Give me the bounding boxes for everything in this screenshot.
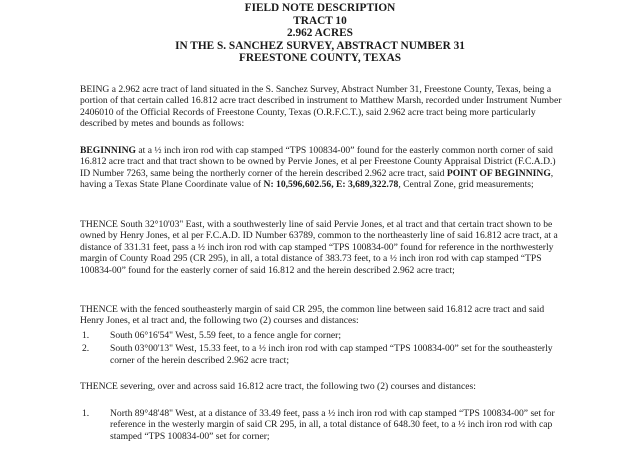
- beginning-coordinates: N: 10,596,602.56, E: 3,689,322.78: [263, 179, 399, 191]
- intro-paragraph: BEING a 2.962 acre tract of land situated in the S. Sanchez Survey, Abstract Number 31, Freestone County, Texas, being a portion of that certain called 16.812 acre tract described in instrument to Matthew Marsh, recorded under Instrument Number 2406010 of the Official Records of Freestone County, Texas (O.R.F.C.T.), said 2.962 acre tract being more particularly described by metes and bounds as follows:: [80, 84, 562, 130]
- courses-list-1: [80, 330, 568, 368]
- courses-list-2: [80, 408, 568, 444]
- document-header: [80, 0, 560, 65]
- header-survey: IN THE S. SANCHEZ SURVEY, ABSTRACT NUMBER 31: [175, 39, 465, 52]
- header-title: FIELD NOTE DESCRIPTION: [244, 2, 396, 14]
- list-item-text: South 06°16'54" West, 5.59 feet, to a fence angle for corner;: [110, 330, 341, 341]
- list-item-number: 1.: [82, 408, 90, 419]
- beginning-paragraph: [80, 145, 568, 191]
- list-item-text: North 89°48'48" West, at a distance of 33.49 feet, pass a ½ inch iron rod with cap stamped “TPS 100834-00” set for reference in the westerly margin of said CR 295, in all, a total distance of 648.30 feet, to a ½ inch iron rod with cap stamped “TPS 100834-00” set for corner;: [110, 408, 555, 442]
- thence-paragraph-1: THENCE South 32°10'03" East, with a southwesterly line of said Pervie Jones, et al tract and that certain tract shown to be owned by Henry Jones, et al per F.C.A.D. ID Number 63789, common to the northeasterly line of said 16.812 acre tract, at a distance of 331.31 feet, pass a ½ inch iron rod with cap stamped “TPS 100834-00” found for reference in the northwesterly margin of County Road 295 (CR 295), in all, a total distance of 383.73 feet, to a ½ inch iron rod with cap stamped “TPS 100834-00” found for the easterly corner of said 16.812 and the herein described 2.962 acre tract;: [80, 219, 558, 276]
- list-item: [80, 408, 568, 442]
- header-tract: TRACT 10: [293, 14, 347, 27]
- header-acres: 2.962 ACRES: [287, 27, 353, 40]
- beginning-text-2: , having a Texas State Plane Coordinate value of: [80, 167, 554, 191]
- header-county: FREESTONE COUNTY, TEXAS: [238, 52, 402, 65]
- beginning-text-3: , Central Zone, grid measurements;: [398, 179, 534, 191]
- beginning-label: BEGINNING: [80, 145, 136, 156]
- thence-paragraph-2: THENCE with the fenced southeasterly margin of said CR 295, the common line between said 16.812 acre tract and said Henry Jones, et al tract and, the following two (2) courses and distances:: [80, 304, 545, 327]
- point-of-beginning-label: POINT OF BEGINNING: [446, 167, 551, 179]
- list-item-number: 2.: [82, 343, 90, 355]
- beginning-text-1: at a ½ inch iron rod with cap stamped “TPS 100834-00” found for the easterly common north corner of said 16.812 acre tract and that tract shown to be owned by Pervie Jones, et al per Freestone County Appraisal District (F.C.A.D.) ID Number 7263, same being the northerly corner of the herein described 2.962 acre tract, said: [80, 145, 556, 179]
- list-item: [80, 330, 568, 341]
- list-item-number: 1.: [82, 330, 90, 341]
- list-item-text: South 03°00'13" West, 15.33 feet, to a ½ inch iron rod with cap stamped “TPS 100834-00” set for the southeasterly corner of the herein described 2.962 acre tract;: [110, 343, 553, 366]
- thence-paragraph-3: THENCE severing, over and across said 16.812 acre tract, the following two (2) courses and distances:: [80, 381, 476, 392]
- list-item: [80, 343, 568, 366]
